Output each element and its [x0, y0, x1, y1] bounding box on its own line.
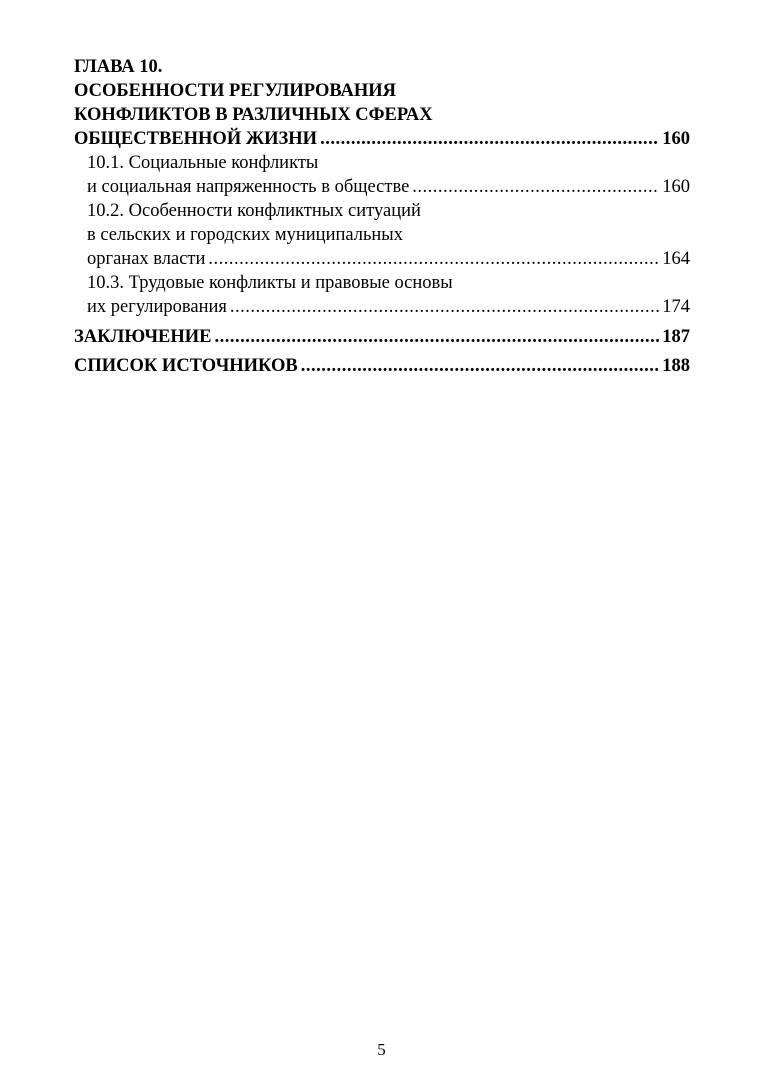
table-of-contents: [74, 55, 690, 378]
sources-label: СПИСОК ИСТОЧНИКОВ: [74, 356, 298, 376]
dot-leader: [320, 127, 659, 151]
section-title-line: 10.2. Особенности конфликтных ситуаций: [87, 201, 421, 221]
dot-leader: [230, 295, 659, 319]
section-title-line: их регулирования: [87, 297, 227, 317]
section-10-2-entry[interactable]: [74, 199, 690, 271]
conclusion-entry[interactable]: [74, 325, 690, 349]
chapter-title-line: ОСОБЕННОСТИ РЕГУЛИРОВАНИЯ: [74, 81, 397, 101]
chapter-title-final-line: [74, 127, 690, 151]
section-10-1-entry[interactable]: [74, 151, 690, 199]
page-number: 5: [377, 1040, 386, 1059]
section-title-line: в сельских и городских муниципальных: [87, 225, 403, 245]
section-title-final-line: [87, 247, 690, 271]
sources-entry[interactable]: [74, 354, 690, 378]
chapter-10-entry[interactable]: [74, 55, 690, 151]
section-title-line: 10.1. Социальные конфликты: [87, 153, 319, 173]
chapter-page-number: 160: [662, 129, 690, 149]
section-page-number: 160: [662, 177, 690, 197]
section-page-number: 174: [662, 297, 690, 317]
section-title-line: и социальная напряженность в обществе: [87, 177, 410, 197]
section-10-3-entry[interactable]: [74, 271, 690, 319]
section-page-number: 164: [662, 249, 690, 269]
section-title-final-line: [87, 175, 690, 199]
chapter-title-line: КОНФЛИКТОВ В РАЗЛИЧНЫХ СФЕРАХ: [74, 105, 433, 125]
dot-leader: [301, 354, 660, 378]
conclusion-label: ЗАКЛЮЧЕНИЕ: [74, 327, 212, 347]
dot-leader: [412, 175, 659, 199]
section-title-final-line: [87, 295, 690, 319]
conclusion-page-number: 187: [662, 327, 690, 347]
sources-page-number: 188: [662, 356, 690, 376]
dot-leader: [208, 247, 659, 271]
section-title-line: органах власти: [87, 249, 206, 269]
dot-leader: [215, 325, 660, 349]
section-title-line: 10.3. Трудовые конфликты и правовые основы: [87, 273, 453, 293]
chapter-title-line: ГЛАВА 10.: [74, 57, 163, 77]
chapter-title-line: ОБЩЕСТВЕННОЙ ЖИЗНИ: [74, 129, 318, 149]
